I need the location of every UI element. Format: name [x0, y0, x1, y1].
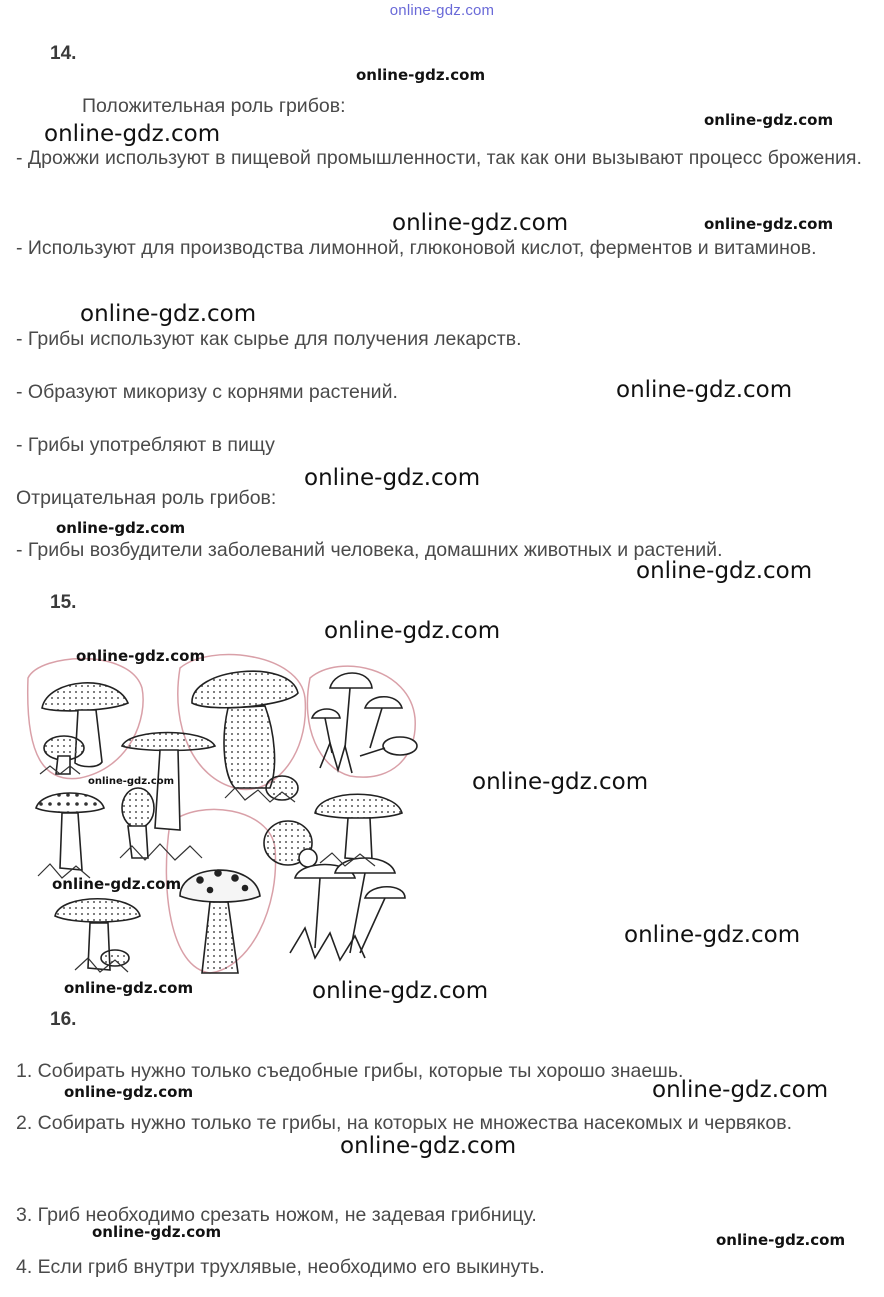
rule-item-2: 2. Собирать нужно только те грибы, на которых не множества насекомых и червяков.	[16, 1112, 792, 1134]
top-watermark: online-gdz.com	[389, 2, 495, 19]
positive-heading: Положительная роль грибов:	[82, 95, 346, 117]
question-14-number: 14.	[50, 43, 77, 64]
rule-item-4: 4. Если гриб внутри трухлявые, необходимо его выкинуть.	[16, 1256, 545, 1278]
mushrooms-illustration-icon	[20, 648, 425, 980]
watermark: online-gdz.com	[44, 121, 221, 147]
positive-item-4: - Образуют микоризу с корнями растений.	[16, 381, 398, 403]
question-16-number: 16.	[50, 1009, 77, 1030]
watermark: online-gdz.com	[80, 301, 257, 327]
watermark: online-gdz.com	[616, 377, 793, 403]
watermark: online-gdz.com	[704, 111, 834, 129]
watermark: online-gdz.com	[304, 465, 481, 491]
watermark: online-gdz.com	[324, 618, 501, 644]
negative-heading: Отрицательная роль грибов:	[16, 487, 277, 509]
watermark: online-gdz.com	[340, 1133, 517, 1159]
watermark: online-gdz.com	[76, 647, 206, 665]
watermark: online-gdz.com	[92, 1223, 222, 1241]
watermark: online-gdz.com	[704, 215, 834, 233]
watermark: online-gdz.com	[356, 66, 486, 84]
question-15-number: 15.	[50, 592, 77, 613]
watermark: online-gdz.com	[64, 1083, 194, 1101]
rule-item-3: 3. Гриб необходимо срезать ножом, не задевая грибницу.	[16, 1204, 537, 1226]
positive-item-5: - Грибы употребляют в пищу	[16, 434, 275, 456]
watermark: online-gdz.com	[56, 519, 186, 537]
negative-item-1: - Грибы возбудители заболеваний человека, домашних животных и растений.	[16, 539, 723, 561]
positive-item-3: - Грибы используют как сырье для получения лекарств.	[16, 328, 522, 350]
watermark: online-gdz.com	[88, 776, 175, 787]
watermark: online-gdz.com	[64, 979, 194, 997]
watermark: online-gdz.com	[636, 558, 813, 584]
positive-item-2: - Используют для производства лимонной, глюконовой кислот, ферментов и витаминов.	[16, 237, 817, 259]
watermark: online-gdz.com	[716, 1231, 846, 1249]
watermark: online-gdz.com	[652, 1077, 829, 1103]
watermark: online-gdz.com	[52, 875, 182, 893]
watermark: online-gdz.com	[624, 922, 801, 948]
rule-item-1: 1. Собирать нужно только съедобные грибы, которые ты хорошо знаешь.	[16, 1060, 684, 1082]
watermark: online-gdz.com	[392, 210, 569, 236]
watermark: online-gdz.com	[312, 978, 489, 1004]
positive-item-1: - Дрожжи используют в пищевой промышленности, так как они вызывают процесс брожения.	[16, 147, 862, 169]
watermark: online-gdz.com	[472, 769, 649, 795]
